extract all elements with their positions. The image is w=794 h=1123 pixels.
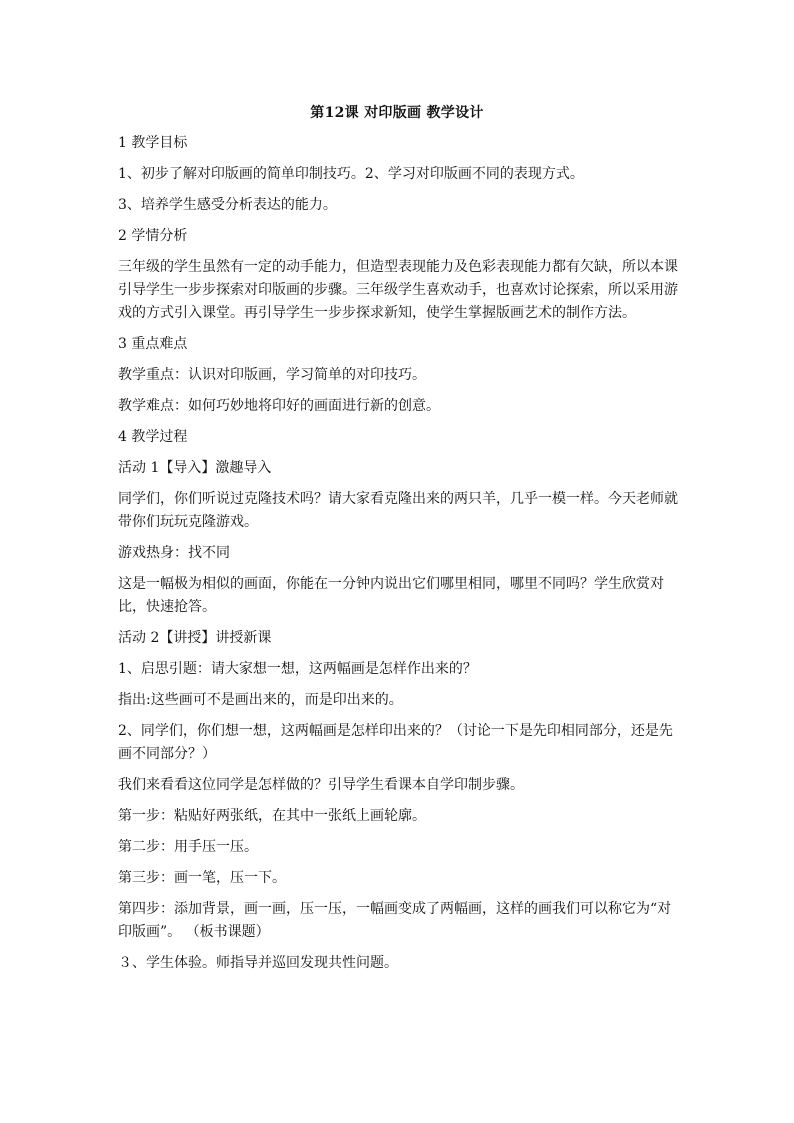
- heading-teaching-goals: 1 教学目标: [118, 135, 188, 151]
- document-title: 第12课 对印版画 教学设计: [310, 105, 484, 121]
- heading-teaching-process: 4 教学过程: [118, 429, 188, 445]
- heading-key-points: 3 重点难点: [118, 336, 188, 352]
- activity-1-heading: 活动 1【导入】激趣导入: [118, 460, 272, 476]
- activity-1-intro-text: 同学们，你们听说过克隆技术吗？请大家看克隆出来的两只羊，几乎一模一样。今天老师就带你们玩玩克隆游戏。: [118, 491, 678, 530]
- document-body: [118, 132, 678, 983]
- goal-line-2: 3、培养学生感受分析表达的能力。: [118, 197, 337, 213]
- key-point-difficulty: 教学难点：如何巧妙地将印好的画面进行新的创意。: [118, 398, 440, 414]
- warmup-game-text: 游戏热身：找不同: [118, 545, 230, 561]
- heading-student-analysis: 2 学情分析: [118, 228, 188, 244]
- activity-2-heading: 活动 2【讲授】讲授新课: [118, 630, 272, 646]
- student-analysis-text: 三年级的学生虽然有一定的动手能力，但造型表现能力及色彩表现能力都有欠缺，所以本课引导学生一步步探索对印版画的步骤。三年级学生喜欢动手，也喜欢讨论探索，所以采用游戏的方式引入课堂。再引导学生一步步探求新知，使学生掌握版画艺术的制作方法。: [118, 259, 678, 321]
- activity-2-step-2: 2、同学们，你们想一想，这两幅画是怎样印出来的？（讨论一下是先印相同部分，还是先画不同部分？）: [118, 723, 673, 762]
- print-step-2: 第二步：用手压一压。: [118, 839, 258, 855]
- key-point-focus: 教学重点：认识对印版画，学习简单的对印技巧。: [118, 367, 426, 383]
- activity-2-step-1: 1、启思引题：请大家想一想，这两幅画是怎样作出来的？: [118, 661, 477, 677]
- activity-2-guide: 我们来看看这位同学是怎样做的？引导学生看课本自学印制步骤。: [118, 777, 524, 793]
- print-step-4: 第四步：添加背景，画一画，压一压，一幅画变成了两幅画，这样的画我们可以称它为“对印版画”。 （板书课题）: [118, 901, 672, 940]
- print-step-3: 第三步：画一笔，压一下。: [118, 870, 286, 886]
- activity-2-point-out: 指出:这些画可不是画出来的，而是印出来的。: [118, 692, 403, 708]
- goal-line-1: 1、初步了解对印版画的简单印制技巧。2、学习对印版画不同的表现方式。: [118, 166, 584, 182]
- activity-2-step-3: ３、学生体验。师指导并巡回发现共性问题。: [118, 955, 398, 971]
- print-step-1: 第一步：粘贴好两张纸，在其中一张纸上画轮廓。: [118, 808, 426, 824]
- warmup-description: 这是一幅极为相似的画面，你能在一分钟内说出它们哪里相同，哪里不同吗？学生欣赏对比，快速抢答。: [118, 576, 664, 615]
